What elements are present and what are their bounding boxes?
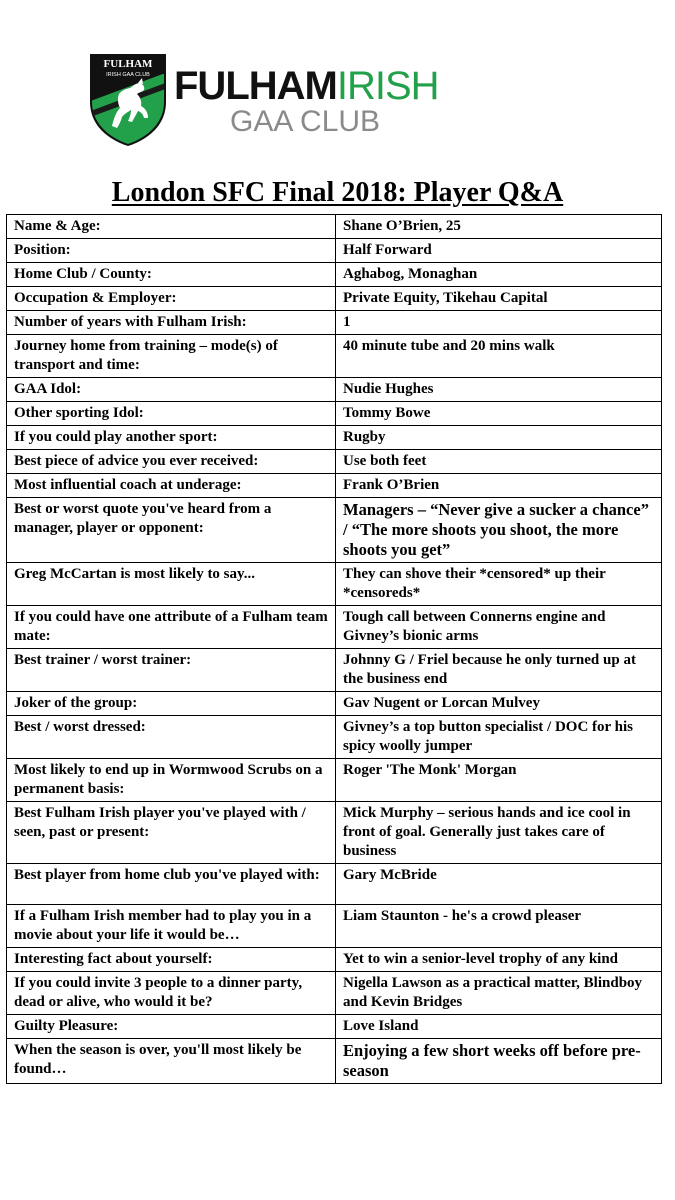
table-row	[7, 239, 662, 263]
answer-cell: Rugby	[336, 426, 662, 450]
question-cell: When the season is over, you'll most likely be found…	[7, 1039, 336, 1084]
answer-cell: Tough call between Connerns engine and Givney’s bionic arms	[336, 606, 662, 649]
question-cell: Most likely to end up in Wormwood Scrubs on a permanent basis:	[7, 759, 336, 802]
table-row	[7, 905, 662, 948]
answer-cell: Johnny G / Friel because he only turned up at the business end	[336, 649, 662, 692]
answer-cell: Managers – “Never give a sucker a chance” / “The more shoots you shoot, the more shoots you get”	[336, 498, 662, 563]
table-row	[7, 606, 662, 649]
answer-cell: Yet to win a senior-level trophy of any kind	[336, 948, 662, 972]
answer-cell: Gary McBride	[336, 864, 662, 905]
answer-cell: Nigella Lawson as a practical matter, Blindboy and Kevin Bridges	[336, 972, 662, 1015]
answer-cell: Roger 'The Monk' Morgan	[336, 759, 662, 802]
table-row	[7, 1039, 662, 1084]
table-row	[7, 426, 662, 450]
answer-cell: Mick Murphy – serious hands and ice cool in front of goal. Generally just takes care of business	[336, 802, 662, 864]
svg-text:FULHAM: FULHAM	[103, 58, 153, 70]
answer-cell: 1	[336, 311, 662, 335]
question-cell: Journey home from training – mode(s) of transport and time:	[7, 335, 336, 378]
wordmark-line1	[174, 66, 439, 106]
qa-table	[6, 214, 662, 1084]
table-row	[7, 649, 662, 692]
table-row	[7, 498, 662, 563]
question-cell: Best trainer / worst trainer:	[7, 649, 336, 692]
question-cell: Name & Age:	[7, 215, 336, 239]
club-wordmark	[174, 66, 439, 138]
wordmark-gaa-club: GAA CLUB	[230, 105, 381, 138]
answer-cell: Gav Nugent or Lorcan Mulvey	[336, 692, 662, 716]
question-cell: Best player from home club you've played with:	[7, 864, 336, 905]
answer-cell: Love Island	[336, 1015, 662, 1039]
question-cell: If a Fulham Irish member had to play you in a movie about your life it would be…	[7, 905, 336, 948]
page-title-text: London SFC Final 2018: Player Q&A	[111, 177, 564, 208]
wordmark-irish: IRISH	[336, 64, 439, 108]
answer-cell: Aghabog, Monaghan	[336, 263, 662, 287]
club-crest	[88, 52, 168, 146]
answer-cell: Private Equity, Tikehau Capital	[336, 287, 662, 311]
answer-cell: Frank O’Brien	[336, 474, 662, 498]
table-row	[7, 802, 662, 864]
table-row	[7, 402, 662, 426]
question-cell: Guilty Pleasure:	[7, 1015, 336, 1039]
qa-table-body	[7, 215, 662, 1084]
answer-cell: Shane O’Brien, 25	[336, 215, 662, 239]
question-cell: Other sporting Idol:	[7, 402, 336, 426]
table-row	[7, 311, 662, 335]
table-row	[7, 378, 662, 402]
question-cell: Number of years with Fulham Irish:	[7, 311, 336, 335]
answer-cell: Use both feet	[336, 450, 662, 474]
answer-cell: Nudie Hughes	[336, 378, 662, 402]
question-cell: Best piece of advice you ever received:	[7, 450, 336, 474]
page-title	[0, 176, 675, 210]
table-row	[7, 948, 662, 972]
question-cell: Best or worst quote you've heard from a manager, player or opponent:	[7, 498, 336, 563]
wordmark-fulham: FULHAM	[174, 64, 337, 108]
table-row	[7, 1015, 662, 1039]
table-row	[7, 864, 662, 905]
question-cell: If you could play another sport:	[7, 426, 336, 450]
answer-cell: Givney’s a top button specialist / DOC for his spicy woolly jumper	[336, 716, 662, 759]
question-cell: Position:	[7, 239, 336, 263]
question-cell: Interesting fact about yourself:	[7, 948, 336, 972]
table-row	[7, 215, 662, 239]
table-row	[7, 692, 662, 716]
question-cell: Best Fulham Irish player you've played with / seen, past or present:	[7, 802, 336, 864]
answer-cell: They can shove their *censored* up their *censoreds*	[336, 563, 662, 606]
table-row	[7, 759, 662, 802]
question-cell: Home Club / County:	[7, 263, 336, 287]
answer-cell: Tommy Bowe	[336, 402, 662, 426]
question-cell: Greg McCartan is most likely to say...	[7, 563, 336, 606]
table-row	[7, 474, 662, 498]
question-cell: If you could invite 3 people to a dinner party, dead or alive, who would it be?	[7, 972, 336, 1015]
answer-cell: Half Forward	[336, 239, 662, 263]
club-logo	[88, 52, 488, 146]
table-row	[7, 287, 662, 311]
table-row	[7, 263, 662, 287]
answer-cell: 40 minute tube and 20 mins walk	[336, 335, 662, 378]
table-row	[7, 716, 662, 759]
question-cell: GAA Idol:	[7, 378, 336, 402]
question-cell: Most influential coach at underage:	[7, 474, 336, 498]
question-cell: Occupation & Employer:	[7, 287, 336, 311]
table-row	[7, 335, 662, 378]
answer-cell: Enjoying a few short weeks off before pre-season	[336, 1039, 662, 1084]
question-cell: If you could have one attribute of a Fulham team mate:	[7, 606, 336, 649]
table-row	[7, 563, 662, 606]
question-cell: Joker of the group:	[7, 692, 336, 716]
table-row	[7, 972, 662, 1015]
question-cell: Best / worst dressed:	[7, 716, 336, 759]
answer-cell: Liam Staunton - he's a crowd pleaser	[336, 905, 662, 948]
svg-text:IRISH GAA CLUB: IRISH GAA CLUB	[106, 72, 150, 78]
table-row	[7, 450, 662, 474]
horse-crest-icon	[88, 52, 168, 146]
